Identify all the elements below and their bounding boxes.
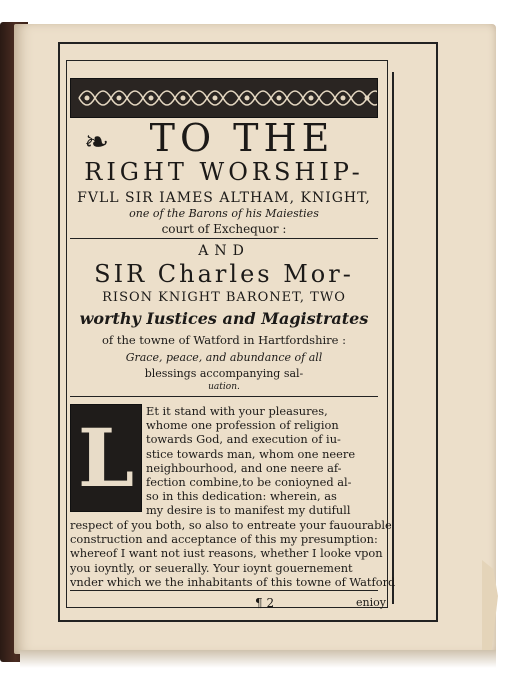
dedicatee-line-1: SIR Charles Mor- xyxy=(94,260,354,288)
fleuron-ornament-icon: ❧ xyxy=(84,125,110,160)
and-line: AND xyxy=(198,243,250,259)
title-line-2: RIGHT WORSHIP- xyxy=(84,158,364,186)
body-text-line: vnder which we the inhabitants of this towne of Watford xyxy=(70,574,396,589)
dedicatee-line-3: worthy Iustices and Magistrates xyxy=(79,309,369,328)
title-line-1: TO THE xyxy=(149,116,335,160)
body-text-line: Et it stand with your pleasures, xyxy=(146,404,328,418)
printed-border-side-rule xyxy=(392,72,394,604)
salutation-line-3: uation. xyxy=(208,382,240,392)
title-line-4: one of the Barons of his Maiesties xyxy=(129,207,319,220)
body-text-line: whome one profession of religion xyxy=(146,418,339,433)
salutation-line-1: Grace, peace, and abundance of all xyxy=(125,351,323,364)
page-shadow xyxy=(20,650,496,668)
dedicatee-line-4: of the towne of Watford in Hartfordshire : xyxy=(101,333,346,347)
salutation-line-2: blessings accompanying sal- xyxy=(144,367,304,380)
body-text-line: stice towards man, whom one neere xyxy=(146,446,356,461)
decorated-initial xyxy=(70,404,142,512)
ornamental-headpiece xyxy=(70,78,378,118)
signature-mark: ¶ 2 xyxy=(255,596,275,610)
body-text-line: so in this dedication: wherein, as xyxy=(146,489,337,504)
divider-rule-2 xyxy=(70,396,378,397)
catchword: enioy xyxy=(356,596,386,609)
body-text-line: construction and acceptance of this my presumption: xyxy=(70,532,378,547)
body-text-line: respect of you both, so also to entreate your fauourable xyxy=(70,518,392,532)
body-text-line: you ioyntly, or seuerally. Your ioynt gouernement xyxy=(70,560,353,575)
body-text-line: neighbourhood, and one neere af- xyxy=(146,460,342,475)
dedicatee-line-2: RISON KNIGHT BARONET, TWO xyxy=(102,290,346,305)
bottom-rule xyxy=(70,590,378,591)
initial-letter: L xyxy=(77,411,135,505)
body-text-line: towards God, and execution of iu- xyxy=(146,432,341,447)
body-text-line: whereof I want not iust reasons, whether I looke vpon xyxy=(70,546,383,561)
divider-rule xyxy=(70,238,378,239)
body-text-line: fection combine,to be conioyned al- xyxy=(146,475,352,489)
title-line-5: court of Exchequor : xyxy=(161,222,287,236)
title-line-3: FVLL SIR IAMES ALTHAM, KNIGHT, xyxy=(77,190,371,206)
body-text-line: my desire is to manifest my dutifull xyxy=(146,503,351,518)
